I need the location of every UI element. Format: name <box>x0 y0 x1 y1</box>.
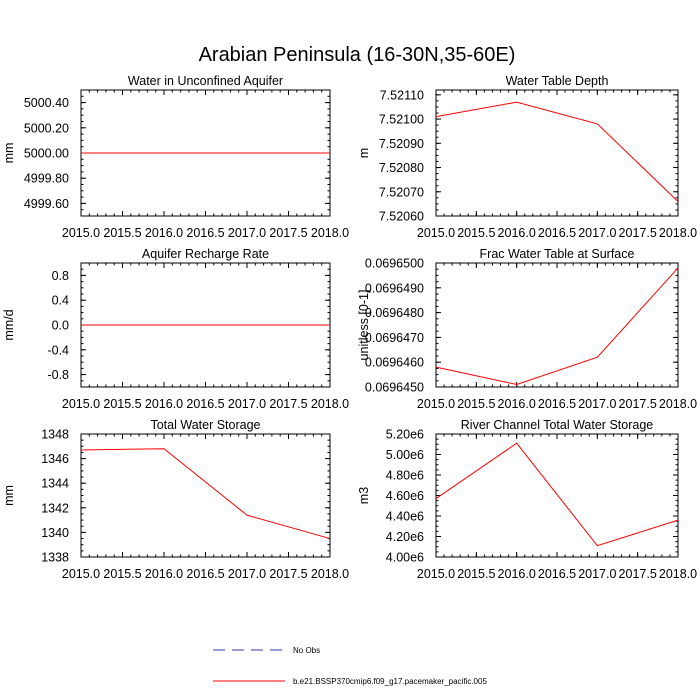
panel-title: Total Water Storage <box>150 418 261 432</box>
y-tick-label: 0.0696480 <box>364 306 424 321</box>
y-axis-label: m3 <box>357 486 371 505</box>
series-line-1 <box>436 268 678 385</box>
y-tick-label: 7.52090 <box>378 136 424 151</box>
x-tick-label: 2015.5 <box>457 567 496 581</box>
x-tick-label: 2015.5 <box>457 397 496 411</box>
figure-title: Arabian Peninsula (16-30N,35-60E) <box>198 44 516 66</box>
y-axis-label: mm <box>2 142 16 164</box>
y-tick-label: 0.0 <box>51 318 69 333</box>
x-tick-label: 2015.5 <box>103 567 142 581</box>
plot-frame <box>436 263 678 387</box>
x-tick-label: 2018.0 <box>310 397 350 411</box>
x-tick-label: 2015.0 <box>416 567 456 581</box>
legend-label: No Obs <box>293 646 321 655</box>
y-tick-label: 1348 <box>41 427 69 442</box>
x-tick-label: 2016.5 <box>186 397 225 411</box>
y-tick-label: 5000.40 <box>23 96 69 111</box>
chart-panel-5 <box>2 418 349 581</box>
y-tick-label: 1338 <box>41 550 69 565</box>
y-axis-label: mm <box>2 485 16 506</box>
y-tick-label: 5000.20 <box>23 121 69 136</box>
chart-panel-4 <box>357 247 697 411</box>
x-tick-label: 2017.5 <box>269 567 308 581</box>
x-tick-label: 2015.0 <box>61 397 101 411</box>
x-tick-label: 2017.5 <box>269 226 308 240</box>
x-tick-label: 2016.0 <box>497 397 536 411</box>
y-tick-label: 0.0696470 <box>364 330 424 345</box>
panel-title: Frac Water Table at Surface <box>479 247 635 261</box>
panel-title: Water Table Depth <box>505 74 609 88</box>
chart-panel-3 <box>2 247 349 411</box>
x-tick-label: 2018.0 <box>310 226 350 240</box>
x-tick-label: 2017.5 <box>269 397 308 411</box>
plot-frame <box>436 434 678 557</box>
x-tick-label: 2016.0 <box>144 397 184 411</box>
x-tick-label: 2016.5 <box>537 226 577 240</box>
x-tick-label: 2018.0 <box>658 567 698 581</box>
x-tick-label: 2015.0 <box>61 226 101 240</box>
x-tick-label: 2017.5 <box>618 397 657 411</box>
y-tick-label: 4.00e6 <box>385 550 424 565</box>
x-tick-label: 2018.0 <box>658 226 698 240</box>
y-tick-label: 7.52070 <box>378 185 424 200</box>
y-tick-label: 5.00e6 <box>385 448 424 462</box>
y-axis-label: unitless [0-1] <box>357 289 371 361</box>
y-tick-label: 1342 <box>41 501 69 516</box>
y-tick-label: 7.52100 <box>378 112 424 127</box>
y-tick-label: 1344 <box>41 476 69 491</box>
chart-panel-2 <box>357 74 697 240</box>
panel-title: Aquifer Recharge Rate <box>141 247 270 261</box>
series-line-1 <box>436 443 678 545</box>
plot-frame <box>81 434 330 557</box>
y-tick-label: 0.8 <box>51 268 69 283</box>
series-line-1 <box>81 449 330 539</box>
y-tick-label: 7.52060 <box>378 209 424 224</box>
x-tick-label: 2016.5 <box>186 567 225 581</box>
x-tick-label: 2015.0 <box>416 226 456 240</box>
x-tick-label: 2015.0 <box>416 397 456 411</box>
chart-panels <box>2 74 697 581</box>
y-tick-label: 4.80e6 <box>385 468 424 483</box>
x-tick-label: 2015.5 <box>103 397 142 411</box>
y-tick-label: 0.0696460 <box>364 355 424 370</box>
x-tick-label: 2016.0 <box>497 567 536 581</box>
panel-title: Water in Unconfined Aquifer <box>127 74 284 88</box>
y-tick-label: 0.0696450 <box>364 380 424 395</box>
x-tick-label: 2017.0 <box>227 226 267 240</box>
y-tick-label: 7.52110 <box>379 88 424 103</box>
chart-panel-1 <box>2 74 349 240</box>
x-tick-label: 2016.0 <box>144 567 184 581</box>
y-tick-label: 4999.80 <box>23 171 69 186</box>
x-tick-label: 2017.0 <box>227 397 267 411</box>
x-tick-label: 2018.0 <box>658 397 698 411</box>
x-tick-label: 2017.0 <box>578 226 617 240</box>
x-tick-label: 2017.5 <box>618 226 657 240</box>
y-tick-label: -0.8 <box>47 368 69 383</box>
x-tick-label: 2015.5 <box>457 226 496 240</box>
y-tick-label: 5.20e6 <box>385 427 424 442</box>
y-axis-label: m <box>357 147 371 159</box>
legend-label: b.e21.BSSP370cmip6.f09_g17.pacemaker_pacific.005 <box>293 677 487 686</box>
y-tick-label: -0.4 <box>47 343 69 358</box>
y-tick-label: 4.40e6 <box>385 509 424 524</box>
x-tick-label: 2016.0 <box>497 226 536 240</box>
y-tick-label: 1346 <box>41 452 69 467</box>
y-tick-label: 5000.00 <box>23 146 69 161</box>
y-tick-label: 4.60e6 <box>385 489 424 503</box>
y-tick-label: 4999.60 <box>23 196 69 211</box>
plot-frame <box>436 90 678 216</box>
y-tick-label: 1340 <box>41 525 69 540</box>
x-tick-label: 2017.5 <box>618 567 657 581</box>
panel-title: River Channel Total Water Storage <box>460 418 654 432</box>
x-tick-label: 2016.5 <box>186 226 225 240</box>
y-tick-label: 4.20e6 <box>385 530 424 544</box>
y-tick-label: 0.0696500 <box>364 256 424 271</box>
y-tick-label: 7.52080 <box>378 161 424 176</box>
x-tick-label: 2015.0 <box>61 567 101 581</box>
x-tick-label: 2017.0 <box>578 567 617 581</box>
series-line-1 <box>436 102 678 201</box>
x-tick-label: 2015.5 <box>103 226 142 240</box>
legend-item-2 <box>213 677 487 686</box>
legend <box>213 646 487 686</box>
y-axis-label: mm/d <box>2 309 16 341</box>
x-tick-label: 2017.0 <box>227 567 267 581</box>
x-tick-label: 2016.5 <box>537 397 577 411</box>
x-tick-label: 2016.0 <box>144 226 184 240</box>
y-tick-label: 0.4 <box>51 293 69 308</box>
legend-item-1 <box>213 646 320 655</box>
x-tick-label: 2018.0 <box>310 567 350 581</box>
x-tick-label: 2016.5 <box>537 567 577 581</box>
x-tick-label: 2017.0 <box>578 397 617 411</box>
chart-panel-6 <box>357 418 697 581</box>
y-tick-label: 0.0696490 <box>364 281 424 296</box>
